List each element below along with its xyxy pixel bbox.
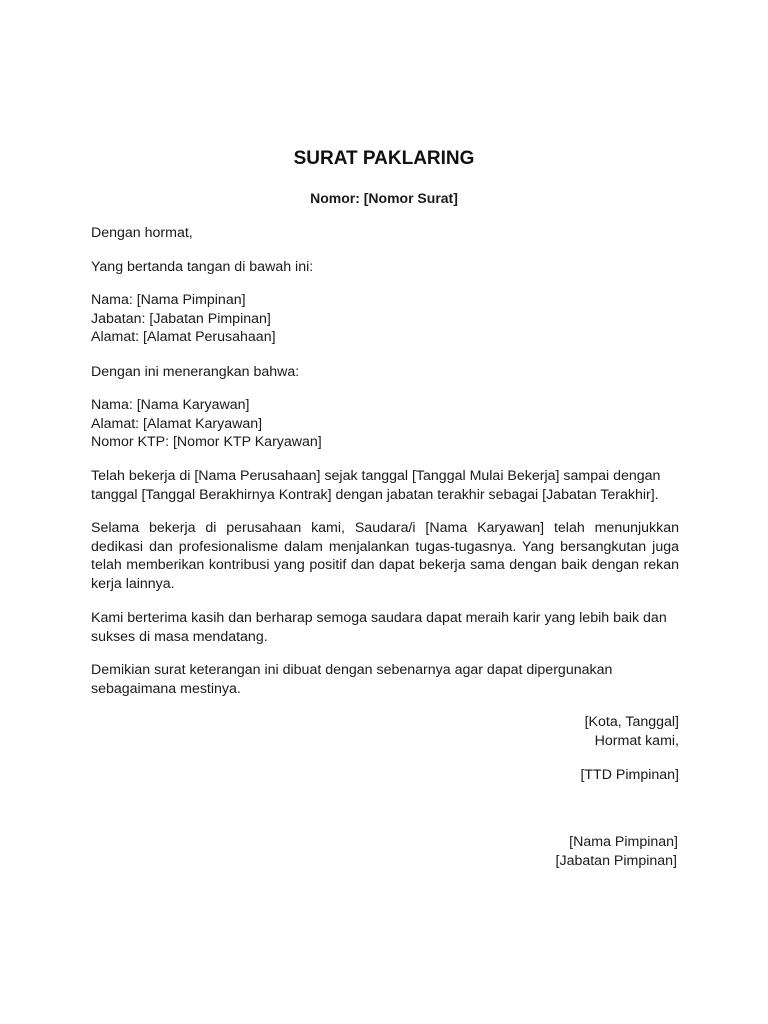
place-date: [Kota, Tanggal] — [584, 714, 679, 730]
employment-paragraph — [91, 467, 679, 504]
signer-title: [Jabatan Pimpinan] — [555, 853, 677, 869]
thanks-paragraph — [91, 609, 679, 646]
employee-name-field: Nama: [Nama Karyawan] — [91, 397, 250, 413]
letter-title: SURAT PAKLARING — [293, 148, 475, 169]
thanks-line-2: sukses di masa mendatang. — [91, 628, 268, 645]
signer-fields — [91, 291, 679, 347]
intro-line: Yang bertanda tangan di bawah ini: — [91, 259, 314, 275]
employment-line-1: Telah bekerja di [Nama Perusahaan] sejak tanggal [Tanggal Mulai Bekerja] sampai dengan — [91, 468, 661, 484]
signer-address-field: Alamat: [Alamat Perusahaan] — [91, 329, 276, 345]
employee-fields — [91, 396, 679, 452]
dedication-paragraph: Selama bekerja di perusahaan kami, Saudara/i [Nama Karyawan] telah menunjukkan dedikasi dan profesionalisme dalam menjalankan tugas-tugasnya. Yang bersangkutan juga telah memberikan kontribusi yang positif dan dapat bekerja sama dengan baik dengan rekan kerja lainnya. — [91, 520, 679, 592]
signer-name: [Nama Pimpinan] — [569, 834, 678, 850]
employment-line-2: tanggal [Tanggal Berakhirnya Kontrak] dengan jabatan terakhir sebagai [Jabatan Terakhir]. — [91, 486, 659, 503]
signature-placeholder: [TTD Pimpinan] — [580, 767, 679, 783]
salutation: Dengan hormat, — [91, 225, 193, 241]
thanks-line-1: Kami berterima kasih dan berharap semoga saudara dapat meraih karir yang lebih baik dan — [91, 610, 667, 626]
closing-line-1: Demikian surat keterangan ini dibuat dengan sebenarnya agar dapat dipergunakan — [91, 662, 613, 678]
employee-id-field: Nomor KTP: [Nomor KTP Karyawan] — [91, 434, 322, 450]
closing-paragraph — [91, 661, 679, 698]
statement-line: Dengan ini menerangkan bahwa: — [91, 364, 300, 380]
signer-name-field: Nama: [Nama Pimpinan] — [91, 292, 246, 308]
closing-line-2: sebagaimana mestinya. — [91, 680, 241, 697]
employee-address-field: Alamat: [Alamat Karyawan] — [91, 415, 263, 432]
letter-number: Nomor: [Nomor Surat] — [310, 190, 458, 206]
regards: Hormat kami, — [594, 733, 679, 749]
signer-title-field: Jabatan: [Jabatan Pimpinan] — [91, 310, 271, 327]
